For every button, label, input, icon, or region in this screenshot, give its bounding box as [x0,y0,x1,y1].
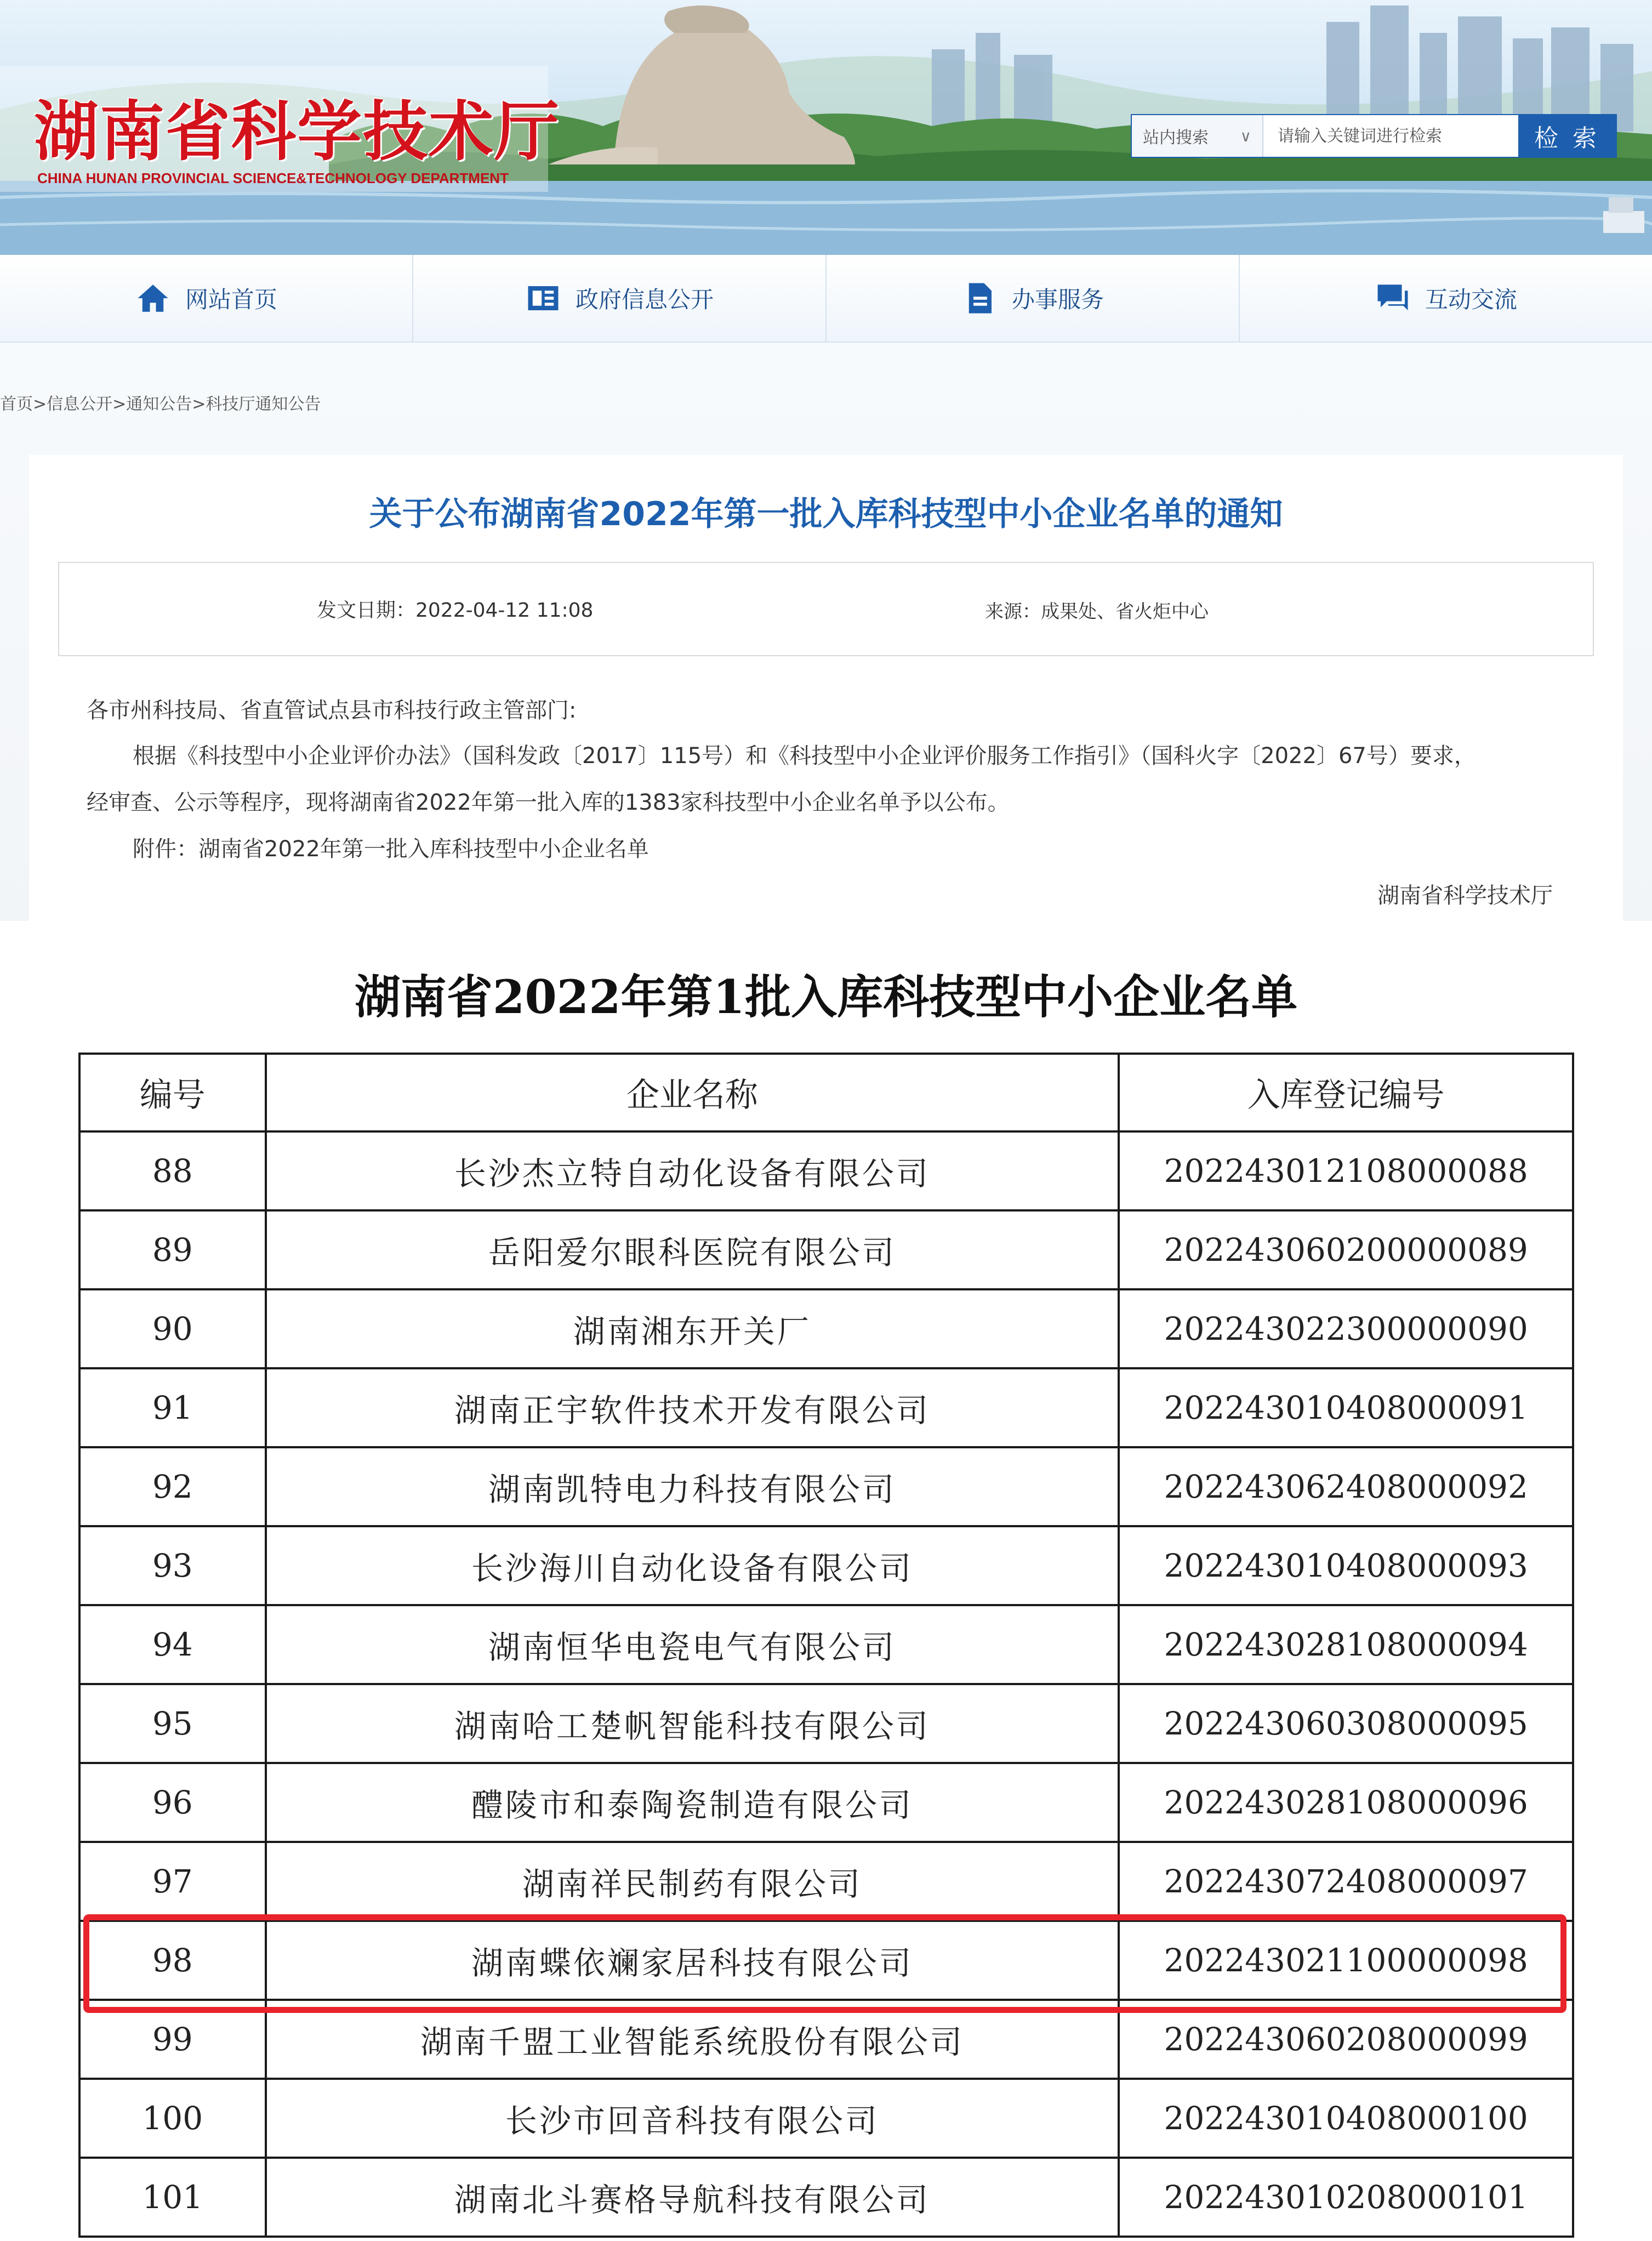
table-row-highlighted [79,1921,1573,2000]
cell-enterprise-name: 湖南恒华电瓷电气有限公司 [266,1605,1119,1684]
table-row [79,1842,1573,1921]
search-input[interactable] [1263,115,1518,157]
article-salutation: 各市州科技局、省直管试点县市科技行政主管部门: [87,698,577,723]
article-attachment-link[interactable]: 附件：湖南省2022年第一批入库科技型中小企业名单 [133,837,649,862]
cell-number: 98 [79,1921,266,2000]
article-title: 关于公布湖南省2022年第一批入库科技型中小企业名单的通知 [369,495,1283,533]
cell-registration-number: 202243028108000096 [1119,1763,1573,1842]
search-scope-select[interactable] [1132,115,1263,157]
table-row [79,1447,1573,1526]
cell-number: 90 [79,1289,266,1368]
cell-registration-number: 202243062408000092 [1119,1447,1573,1526]
nav-item-label: 政府信息公开 [575,286,714,313]
cell-enterprise-name: 岳阳爱尔眼科医院有限公司 [266,1210,1119,1289]
list-title: 湖南省2022年第1批入库科技型中小企业名单 [354,970,1298,1024]
cell-enterprise-name: 长沙杰立特自动化设备有限公司 [266,1131,1119,1210]
header-number: 编号 [79,1054,266,1131]
breadcrumb-dept-notices[interactable]: 科技厅通知公告 [206,395,321,414]
search-scope-label: 站内搜索 [1143,128,1209,147]
cell-enterprise-name: 长沙市回音科技有限公司 [266,2079,1119,2158]
cell-registration-number: 202243060200000089 [1119,1210,1573,1289]
table-row [79,1684,1573,1763]
article-meta-box [58,562,1594,656]
cell-enterprise-name: 湖南凯特电力科技有限公司 [266,1447,1119,1526]
article-source: 来源：成果处、省火炬中心 [985,601,1209,623]
home-icon [135,280,171,316]
table-row [79,1131,1573,1210]
cell-registration-number: 202243022300000090 [1119,1289,1573,1368]
article-date: 发文日期：2022-04-12 11:08 [317,599,594,622]
nav-item-gov-info[interactable] [413,255,827,342]
table-row [79,2079,1573,2158]
cell-number: 94 [79,1605,266,1684]
cell-number: 96 [79,1763,266,1842]
breadcrumb-separator: > [33,395,47,414]
cell-number: 99 [79,2000,266,2079]
cell-registration-number: 202243028108000094 [1119,1605,1573,1684]
breadcrumb-separator: > [192,395,206,414]
table-row [79,1368,1573,1447]
search-bar [1131,114,1617,158]
enterprise-list-table [78,1053,1574,2238]
article-signature: 湖南省科学技术厅 [1377,883,1553,908]
cell-enterprise-name: 湖南千盟工业智能系统股份有限公司 [266,2000,1119,2079]
cell-number: 101 [79,2158,266,2237]
cell-registration-number: 202243060308000095 [1119,1684,1573,1763]
cell-enterprise-name: 湖南北斗赛格导航科技有限公司 [266,2158,1119,2237]
table-header-row [79,1054,1573,1131]
site-subtitle: CHINA HUNAN PROVINCIAL SCIENCE&TECHNOLOGY DEPARTMENT [37,170,509,186]
file-icon [961,280,998,316]
cell-enterprise-name: 湖南正宇软件技术开发有限公司 [266,1368,1119,1447]
chevron-down-icon: ∨ [1240,127,1251,145]
breadcrumb-notices[interactable]: 通知公告 [126,395,192,414]
table-row [79,1605,1573,1684]
cell-registration-number: 202243010408000093 [1119,1526,1573,1605]
cell-number: 93 [79,1526,266,1605]
article-paragraph: 根据《科技型中小企业评价办法》（国科发政〔2017〕115号）和《科技型中小企业评价服务工作指引》（国科火字〔2022〕67号）要求， [133,743,1476,769]
cell-number: 100 [79,2079,266,2158]
nav-item-label: 互动交流 [1425,286,1517,313]
cell-number: 88 [79,1131,266,1210]
header-enterprise-name: 企业名称 [266,1054,1119,1131]
table-row [79,1526,1573,1605]
cell-enterprise-name: 湖南蝶依斓家居科技有限公司 [266,1921,1119,2000]
cell-number: 89 [79,1210,266,1289]
table-row [79,1210,1573,1289]
table-row [79,1763,1573,1842]
cell-enterprise-name: 湖南湘东开关厂 [266,1289,1119,1368]
nav-item-home[interactable] [0,255,413,342]
cell-enterprise-name: 湖南哈工楚帆智能科技有限公司 [266,1684,1119,1763]
cell-registration-number: 202243010408000091 [1119,1368,1573,1447]
breadcrumb-separator: > [112,395,127,414]
nav-item-interaction[interactable] [1240,255,1652,342]
site-title: 湖南省科学技术厅 [34,94,561,169]
cell-enterprise-name: 湖南祥民制药有限公司 [266,1842,1119,1921]
nav-item-label: 网站首页 [185,286,277,313]
breadcrumb-info[interactable]: 信息公开 [47,395,113,414]
cell-enterprise-name: 长沙海川自动化设备有限公司 [266,1526,1119,1605]
breadcrumb [0,390,321,414]
nav-item-label: 办事服务 [1011,286,1104,313]
main-nav [0,255,1652,343]
cell-number: 91 [79,1368,266,1447]
cell-number: 95 [79,1684,266,1763]
table-row [79,1289,1573,1368]
cell-registration-number: 202243021100000098 [1119,1921,1573,2000]
cell-registration-number: 202243072408000097 [1119,1842,1573,1921]
cell-number: 97 [79,1842,266,1921]
article-paragraph: 经审查、公示等程序，现将湖南省2022年第一批入库的1383家科技型中小企业名单予以公布。 [87,790,1010,815]
header-registration-number: 入库登记编号 [1119,1054,1573,1131]
header-banner [0,0,1652,255]
cell-registration-number: 202243010208000101 [1119,2158,1573,2237]
breadcrumb-home[interactable]: 首页 [0,395,33,414]
document-list-icon [525,280,561,316]
nav-item-services[interactable] [827,255,1240,342]
cell-enterprise-name: 醴陵市和泰陶瓷制造有限公司 [266,1763,1119,1842]
cell-number: 92 [79,1447,266,1526]
table-row [79,2158,1573,2237]
cell-registration-number: 202243010408000100 [1119,2079,1573,2158]
search-button[interactable]: 检 索 [1518,115,1616,157]
table-row [79,2000,1573,2079]
cell-registration-number: 202243012108000088 [1119,1131,1573,1210]
cell-registration-number: 202243060208000099 [1119,2000,1573,2079]
chat-icon [1375,280,1411,316]
